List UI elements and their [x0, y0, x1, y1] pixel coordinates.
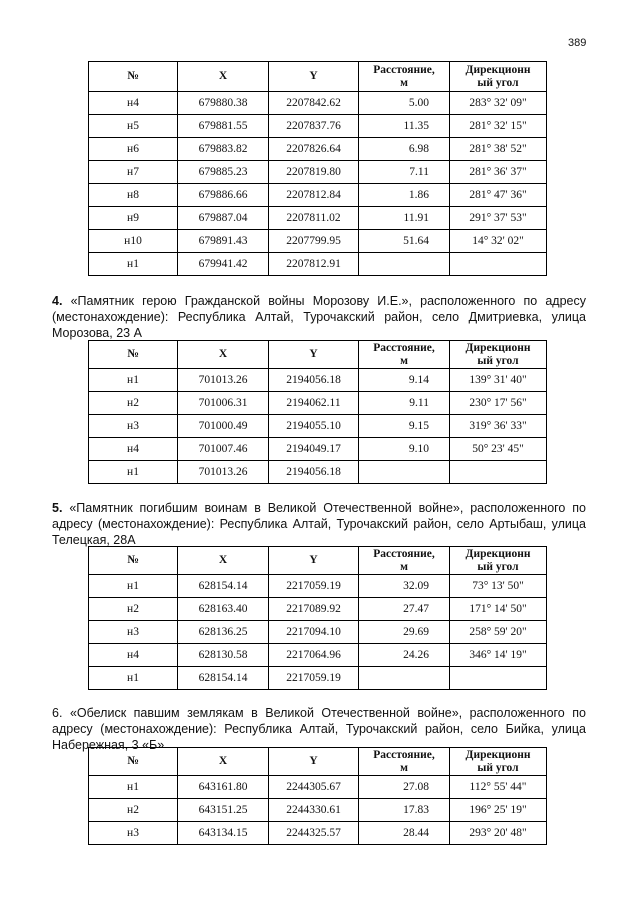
- coordinates-table-3: [88, 546, 547, 690]
- cell-point: н1: [89, 253, 178, 276]
- cell-x: 679881.55: [178, 115, 269, 138]
- cell-x: 679885.23: [178, 161, 269, 184]
- header-distance: [359, 62, 450, 92]
- cell-x: 628154.14: [178, 667, 269, 690]
- table-row: [89, 776, 547, 799]
- table-row: [89, 461, 547, 484]
- section-6-description: «Обелиск павшим землякам в Великой Отечественной войне», расположенного по адресу (местонахождение): Республика Алтай, Турочакский район, село Бийка, улица Набережная, 3 «Б»: [52, 706, 586, 752]
- section-6-text: [52, 705, 586, 753]
- cell-y: 2207826.64: [269, 138, 359, 161]
- cell-direction-angle: [450, 253, 547, 276]
- cell-point: н4: [89, 644, 178, 667]
- cell-direction-angle: 281° 47' 36": [450, 184, 547, 207]
- cell-x: 679941.42: [178, 253, 269, 276]
- cell-y: 2217094.10: [269, 621, 359, 644]
- cell-direction-angle: 258° 59' 20": [450, 621, 547, 644]
- cell-y: 2207842.62: [269, 92, 359, 115]
- cell-x: 701006.31: [178, 392, 269, 415]
- header-distance: [359, 748, 450, 776]
- cell-point: н10: [89, 230, 178, 253]
- cell-point: н4: [89, 92, 178, 115]
- header-x: X: [178, 341, 269, 369]
- cell-point: н1: [89, 575, 178, 598]
- cell-point: н3: [89, 415, 178, 438]
- cell-distance: [359, 667, 450, 690]
- cell-y: 2207837.76: [269, 115, 359, 138]
- header-number: №: [89, 748, 178, 776]
- header-y: Y: [269, 748, 359, 776]
- header-distance-line-1: Расстояние,: [373, 341, 435, 354]
- table-row: [89, 161, 547, 184]
- cell-y: 2217089.92: [269, 598, 359, 621]
- cell-distance: 24.26: [359, 644, 450, 667]
- header-distance: [359, 341, 450, 369]
- cell-y: 2207799.95: [269, 230, 359, 253]
- table-row: [89, 667, 547, 690]
- cell-point: н4: [89, 438, 178, 461]
- cell-distance: 11.91: [359, 207, 450, 230]
- header-number: №: [89, 341, 178, 369]
- cell-direction-angle: [450, 667, 547, 690]
- header-x: X: [178, 62, 269, 92]
- table-row: [89, 621, 547, 644]
- cell-distance: 27.08: [359, 776, 450, 799]
- cell-distance: 5.00: [359, 92, 450, 115]
- header-y: Y: [269, 341, 359, 369]
- cell-distance: 32.09: [359, 575, 450, 598]
- table-row: [89, 184, 547, 207]
- header-number: №: [89, 547, 178, 575]
- cell-y: 2207819.80: [269, 161, 359, 184]
- cell-direction-angle: 291° 37' 53": [450, 207, 547, 230]
- cell-distance: 27.47: [359, 598, 450, 621]
- cell-distance: [359, 253, 450, 276]
- cell-x: 701000.49: [178, 415, 269, 438]
- section-6-number: 6.: [52, 706, 63, 720]
- cell-y: 2194049.17: [269, 438, 359, 461]
- cell-y: 2194056.18: [269, 369, 359, 392]
- cell-point: н2: [89, 799, 178, 822]
- cell-x: 628163.40: [178, 598, 269, 621]
- table-row: [89, 115, 547, 138]
- cell-y: 2194055.10: [269, 415, 359, 438]
- cell-direction-angle: 196° 25' 19": [450, 799, 547, 822]
- section-5-number: 5.: [52, 501, 63, 515]
- header-y: Y: [269, 547, 359, 575]
- cell-x: 701013.26: [178, 369, 269, 392]
- page-number: 389: [568, 37, 587, 49]
- table-row: [89, 598, 547, 621]
- cell-distance: 51.64: [359, 230, 450, 253]
- cell-y: 2194056.18: [269, 461, 359, 484]
- cell-x: 679887.04: [178, 207, 269, 230]
- cell-x: 628154.14: [178, 575, 269, 598]
- header-direction-angle: [450, 62, 547, 92]
- coordinates-table-2: [88, 340, 547, 484]
- header-direction-line-2: ый угол: [477, 76, 519, 89]
- cell-direction-angle: 171° 14' 50": [450, 598, 547, 621]
- cell-point: н8: [89, 184, 178, 207]
- cell-y: 2217064.96: [269, 644, 359, 667]
- cell-point: н3: [89, 621, 178, 644]
- header-distance-line-2: м: [400, 560, 408, 573]
- header-direction-angle: [450, 748, 547, 776]
- coordinates-table-4: [88, 747, 547, 845]
- table-header-row: [89, 341, 547, 369]
- header-distance-line-1: Расстояние,: [373, 547, 435, 560]
- header-direction-line-2: ый угол: [477, 354, 519, 367]
- header-distance-line-2: м: [400, 354, 408, 367]
- header-direction-line-2: ый угол: [477, 560, 519, 573]
- section-4-number: 4.: [52, 294, 63, 308]
- cell-distance: 9.14: [359, 369, 450, 392]
- table-row: [89, 822, 547, 845]
- table-row: [89, 575, 547, 598]
- table-row: [89, 799, 547, 822]
- cell-y: 2207812.91: [269, 253, 359, 276]
- cell-distance: 9.11: [359, 392, 450, 415]
- cell-point: н1: [89, 369, 178, 392]
- section-5-description: «Памятник погибшим воинам в Великой Отечественной войне», расположенного по адресу (местонахождение): Республика Алтай, Турочакский район, село Артыбаш, улица Телецкая, 28А: [52, 501, 586, 547]
- cell-point: н1: [89, 461, 178, 484]
- cell-direction-angle: 14° 32' 02": [450, 230, 547, 253]
- cell-x: 643151.25: [178, 799, 269, 822]
- table-row: [89, 644, 547, 667]
- table-header-row: [89, 748, 547, 776]
- header-distance: [359, 547, 450, 575]
- table-row: [89, 92, 547, 115]
- cell-point: н9: [89, 207, 178, 230]
- table-header-row: [89, 62, 547, 92]
- cell-x: 679891.43: [178, 230, 269, 253]
- header-distance-line-1: Расстояние,: [373, 63, 435, 76]
- cell-direction-angle: [450, 461, 547, 484]
- cell-x: 628130.58: [178, 644, 269, 667]
- cell-point: н6: [89, 138, 178, 161]
- coordinates-table-1: [88, 61, 547, 276]
- cell-y: 2217059.19: [269, 575, 359, 598]
- cell-point: н1: [89, 667, 178, 690]
- cell-y: 2207811.02: [269, 207, 359, 230]
- table-row: [89, 438, 547, 461]
- header-direction-line-2: ый угол: [477, 761, 519, 774]
- cell-distance: 7.11: [359, 161, 450, 184]
- cell-direction-angle: 50° 23' 45": [450, 438, 547, 461]
- cell-distance: 6.98: [359, 138, 450, 161]
- cell-point: н2: [89, 392, 178, 415]
- header-direction-angle: [450, 341, 547, 369]
- header-x: X: [178, 748, 269, 776]
- cell-point: н7: [89, 161, 178, 184]
- table-row: [89, 138, 547, 161]
- cell-distance: 17.83: [359, 799, 450, 822]
- header-x: X: [178, 547, 269, 575]
- cell-direction-angle: 283° 32' 09": [450, 92, 547, 115]
- section-4-text: [52, 293, 586, 341]
- cell-point: н5: [89, 115, 178, 138]
- cell-direction-angle: 281° 38' 52": [450, 138, 547, 161]
- cell-x: 701013.26: [178, 461, 269, 484]
- cell-direction-angle: 73° 13' 50": [450, 575, 547, 598]
- header-direction-line-1: Дирекционн: [465, 63, 531, 76]
- cell-direction-angle: 319° 36' 33": [450, 415, 547, 438]
- cell-direction-angle: 230° 17' 56": [450, 392, 547, 415]
- cell-distance: 11.35: [359, 115, 450, 138]
- cell-y: 2207812.84: [269, 184, 359, 207]
- cell-distance: 9.15: [359, 415, 450, 438]
- cell-distance: [359, 461, 450, 484]
- cell-distance: 28.44: [359, 822, 450, 845]
- cell-y: 2217059.19: [269, 667, 359, 690]
- header-number: №: [89, 62, 178, 92]
- cell-x: 628136.25: [178, 621, 269, 644]
- cell-direction-angle: 281° 32' 15": [450, 115, 547, 138]
- header-distance-line-2: м: [400, 761, 408, 774]
- table-row: [89, 253, 547, 276]
- header-direction-angle: [450, 547, 547, 575]
- cell-x: 643134.15: [178, 822, 269, 845]
- cell-y: 2244330.61: [269, 799, 359, 822]
- header-y: Y: [269, 62, 359, 92]
- cell-y: 2194062.11: [269, 392, 359, 415]
- cell-point: н2: [89, 598, 178, 621]
- header-direction-line-1: Дирекционн: [465, 341, 531, 354]
- cell-distance: 1.86: [359, 184, 450, 207]
- cell-direction-angle: 346° 14' 19": [450, 644, 547, 667]
- cell-x: 679880.38: [178, 92, 269, 115]
- cell-x: 679886.66: [178, 184, 269, 207]
- cell-point: н1: [89, 776, 178, 799]
- header-direction-line-1: Дирекционн: [465, 748, 531, 761]
- table-row: [89, 230, 547, 253]
- cell-y: 2244305.67: [269, 776, 359, 799]
- table-header-row: [89, 547, 547, 575]
- section-4-description: «Памятник герою Гражданской войны Морозову И.Е.», расположенного по адресу (местонахождение): Республика Алтай, Турочакский район, село Дмитриевка, улица Морозова, 23 А: [52, 294, 586, 340]
- section-5-text: [52, 500, 586, 548]
- cell-direction-angle: 281° 36' 37": [450, 161, 547, 184]
- table-row: [89, 207, 547, 230]
- cell-x: 643161.80: [178, 776, 269, 799]
- table-row: [89, 369, 547, 392]
- cell-distance: 9.10: [359, 438, 450, 461]
- table-row: [89, 392, 547, 415]
- cell-direction-angle: 112° 55' 44": [450, 776, 547, 799]
- header-distance-line-1: Расстояние,: [373, 748, 435, 761]
- cell-direction-angle: 139° 31' 40": [450, 369, 547, 392]
- header-direction-line-1: Дирекционн: [465, 547, 531, 560]
- cell-x: 679883.82: [178, 138, 269, 161]
- header-distance-line-2: м: [400, 76, 408, 89]
- table-row: [89, 415, 547, 438]
- cell-x: 701007.46: [178, 438, 269, 461]
- cell-distance: 29.69: [359, 621, 450, 644]
- cell-direction-angle: 293° 20' 48": [450, 822, 547, 845]
- cell-point: н3: [89, 822, 178, 845]
- cell-y: 2244325.57: [269, 822, 359, 845]
